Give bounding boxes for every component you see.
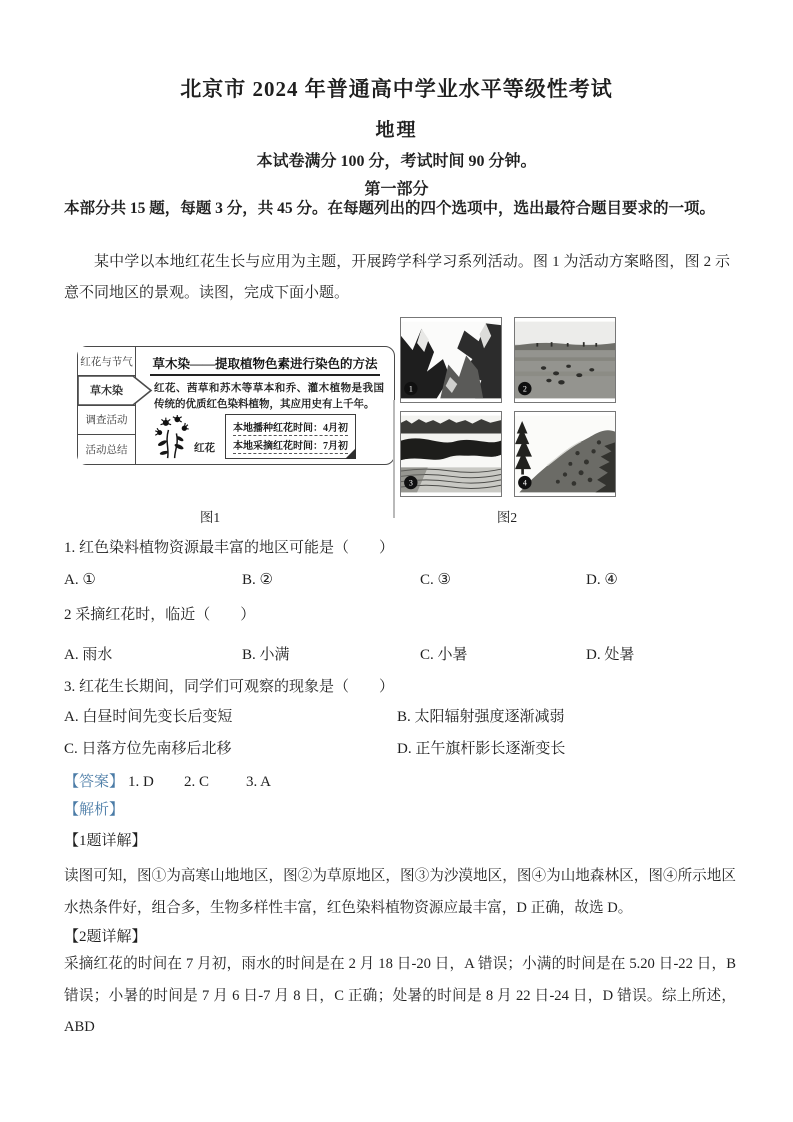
question-1: 1. 红色染料植物资源最丰富的地区可能是（ ） — [64, 540, 395, 556]
figure2-photo-4-forest-mountain — [514, 411, 616, 497]
figure2-caption: 图2 — [496, 510, 518, 525]
figure1-tab-zongjie — [78, 435, 135, 464]
subject-title: 地理 — [375, 120, 418, 141]
analysis-label: 【解析】 — [64, 802, 125, 818]
tab-label: 草木染 — [90, 385, 123, 398]
figure1-sidebar — [78, 347, 136, 464]
alpine-landscape-image — [401, 318, 501, 402]
question-3: 3. 红花生长期间，同学们可观察的现象是（ ） — [64, 679, 395, 695]
scan-artifact-line — [393, 400, 395, 518]
detail-2-text: 采摘红花的时间在 7 月初，雨水的时间是在 2 月 18 日-20 日，A 错误；小满的时间是在 5.20 日-22 日，B 错误；小暑的时间是 7 月 6 日-7 月 8 日，C 正确；处暑的时间是 8 月 22 日-24 日，D 错误。综上所述，ABD — [64, 956, 736, 1035]
detail-2-heading: 【2题详解】 — [64, 929, 147, 945]
photo-number-badge: 2 — [522, 384, 527, 394]
photo-number-badge: 4 — [522, 478, 527, 488]
figure1-note-box — [225, 414, 356, 459]
grassland-landscape-image — [515, 318, 615, 402]
detail-1-text: 读图可知，图①为高寒山地地区，图②为草原地区，图③为沙漠地区，图④为山地森林区，图④所示地区水热条件好，组合多，生物多样性丰富，红色染料植物资源应最丰富，D 正确，故选 D。 — [64, 868, 736, 916]
q3-option-c: C. 日落方位先南移后北移 — [64, 741, 232, 757]
figure2-photo-3-desert — [400, 411, 502, 497]
q2-option-d: D. 处暑 — [586, 647, 635, 663]
q3-option-b: B. 太阳辐射强度逐渐减弱 — [397, 709, 565, 725]
section-rules: 本部分共 15 题，每题 3 分，共 45 分。在每题列出的四个选项中，选出最符合题目要求的一项。 — [64, 200, 716, 217]
figure2-photo-2-grassland — [514, 317, 616, 403]
answer-item-1: 1. D — [128, 774, 154, 790]
answer-item-3: 3. A — [246, 774, 272, 790]
exam-title: 北京市 2024 年普通高中学业水平等级性考试 — [180, 77, 613, 101]
desert-dunes-image — [401, 412, 501, 496]
figure1-panel — [77, 346, 395, 465]
answer-line — [64, 772, 736, 793]
q2-option-c: C. 小暑 — [420, 647, 468, 663]
q1-option-a: A. ① — [64, 572, 96, 588]
figure1-tab-diaocha — [78, 406, 135, 435]
detail-1-heading: 【1题详解】 — [64, 833, 147, 849]
question-2: 2 采摘红花时，临近（ ） — [64, 607, 256, 623]
q3-option-a: A. 白昼时间先变长后变短 — [64, 709, 233, 725]
q3-option-d: D. 正午旗杆影长逐渐变长 — [397, 741, 566, 757]
q1-option-c: C. ③ — [420, 572, 451, 588]
section-heading: 第一部分 — [364, 181, 429, 198]
exam-meta: 本试卷满分 100 分，考试时间 90 分钟。 — [256, 153, 537, 170]
figure1-caption: 图1 — [199, 510, 221, 525]
figure1-main-area — [136, 347, 394, 464]
figure1-bottom-row — [146, 414, 386, 459]
answer-label: 【答案】 — [64, 774, 125, 790]
figure1-tab-honghua-jieqi — [78, 347, 135, 376]
figure2-photo-1-alpine — [400, 317, 502, 403]
note-line-picking: 本地采摘红花时间：7月初 — [233, 437, 348, 454]
flower-label: 红花 — [194, 443, 215, 454]
q1-option-b: B. ② — [242, 572, 273, 588]
q2-option-b: B. 小满 — [242, 647, 290, 663]
q2-option-a: A. 雨水 — [64, 647, 113, 663]
tab-label: 红花与节气 — [80, 356, 133, 368]
mountain-forest-image — [515, 412, 615, 496]
tab-label: 调查活动 — [85, 415, 128, 427]
q1-option-d: D. ④ — [586, 572, 618, 588]
figure1-panel-body: 红花、茜草和苏木等草本和乔、灌木植物是我国传统的优质红色染料植物，其应用史有上千年。 — [154, 383, 384, 410]
stimulus-paragraph: 某中学以本地红花生长与应用为主题，开展跨学科学习系列活动。图 1 为活动方案略图，图 2 示意不同地区的景观。读图，完成下面小题。 — [64, 254, 730, 301]
note-line-sowing: 本地播种红花时间：4月初 — [233, 419, 348, 436]
figure1-tab-caomuran — [78, 376, 135, 405]
safflower-illustration — [152, 415, 192, 459]
tab-label: 活动总结 — [85, 444, 128, 456]
figure1-panel-title: 草木染——提取植物色素进行染色的方法 — [136, 354, 394, 376]
photo-number-badge: 3 — [408, 478, 413, 488]
note-folded-corner — [345, 448, 356, 459]
photo-number-badge: 1 — [408, 384, 413, 394]
answer-item-2: 2. C — [184, 774, 210, 790]
